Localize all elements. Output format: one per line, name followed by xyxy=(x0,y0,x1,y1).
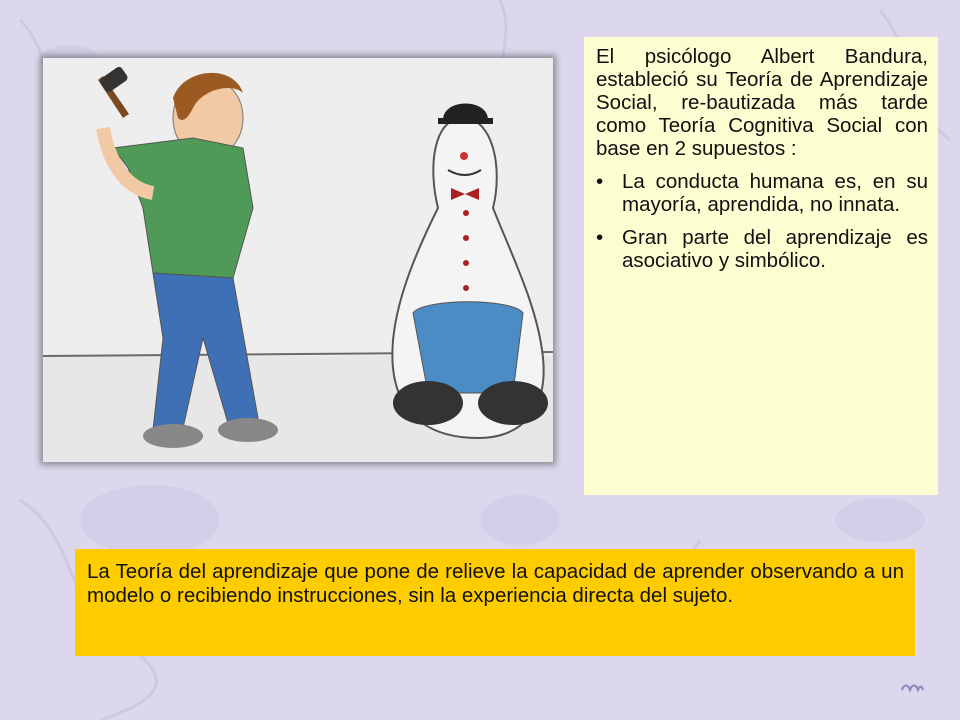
footer-logo-icon xyxy=(900,682,924,694)
intro-paragraph: El psicólogo Albert Bandura, estableció su Teoría de Aprendizaje Social, re-bautizada más tarde como Teoría Cognitiva Social con base en 2 supuestos : xyxy=(596,45,928,160)
list-item xyxy=(596,170,928,216)
bullet-text: Gran parte del aprendizaje es asociativo y simbólico. xyxy=(622,226,928,272)
bullet-icon: • xyxy=(596,170,604,193)
definition-box xyxy=(75,549,915,656)
bandura-summary-box xyxy=(584,37,938,495)
boy-and-bobo-doll-drawing xyxy=(43,58,553,462)
bullet-text: La conducta humana es, en su mayoría, aprendida, no innata. xyxy=(622,170,928,216)
list-item xyxy=(596,226,928,272)
definition-text: La Teoría del aprendizaje que pone de relieve la capacidad de aprender observando a un modelo o recibiendo instrucciones, sin la experiencia directa del sujeto. xyxy=(87,560,904,607)
bandura-illustration xyxy=(43,58,553,462)
bullet-icon: • xyxy=(596,226,604,249)
supuestos-list xyxy=(596,170,928,272)
